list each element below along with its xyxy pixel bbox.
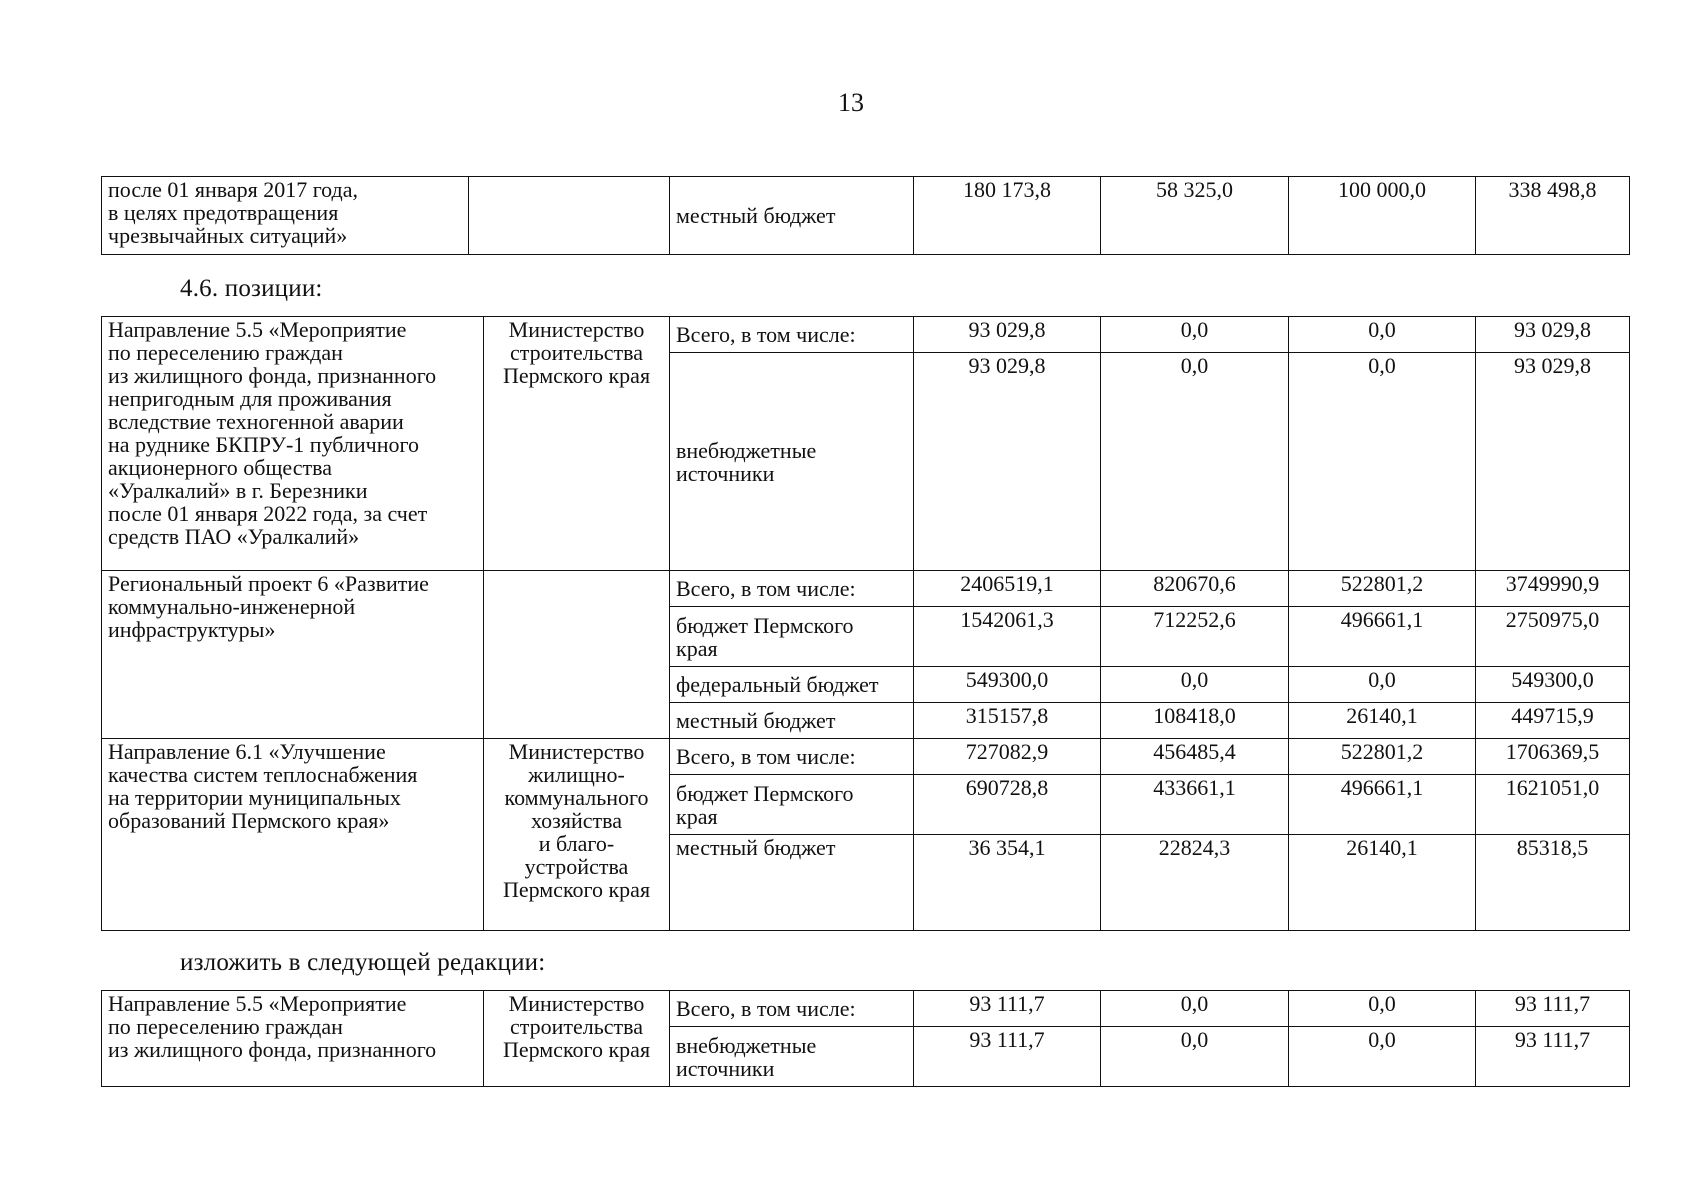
value-year-2: 820670,6 (1101, 571, 1289, 607)
value-year-3: 0,0 (1289, 1027, 1476, 1087)
value-total: 93 029,8 (1476, 353, 1630, 571)
item-name: после 01 января 2017 года, в целях предотвращения чрезвычайных ситуаций» (102, 177, 469, 255)
funding-source: бюджет Пермского края (670, 775, 914, 835)
value-year-2: 712252,6 (1101, 607, 1289, 667)
continuation-table (101, 176, 1630, 255)
value-year-2: 456485,4 (1101, 739, 1289, 775)
value-year-3: 100 000,0 (1289, 177, 1476, 255)
responsible-org: Министерство жилищно- коммунального хозяйства и благо- устройства Пермского края (484, 739, 670, 931)
value-year-1: 2406519,1 (914, 571, 1101, 607)
value-total: 1621051,0 (1476, 775, 1630, 835)
value-year-1: 93 111,7 (914, 991, 1101, 1027)
value-year-1: 36 354,1 (914, 835, 1101, 931)
value-total: 3749990,9 (1476, 571, 1630, 607)
value-year-2: 0,0 (1101, 1027, 1289, 1087)
value-year-2: 0,0 (1101, 353, 1289, 571)
value-year-2: 22824,3 (1101, 835, 1289, 931)
section-heading: изложить в следующей редакции: (180, 949, 546, 976)
page-number: 13 (838, 88, 864, 117)
funding-source: Всего, в том числе: (670, 739, 914, 775)
value-year-2: 58 325,0 (1101, 177, 1289, 255)
section-heading: 4.6. позиции: (180, 275, 323, 302)
value-year-1: 180 173,8 (914, 177, 1101, 255)
value-total: 93 029,8 (1476, 317, 1630, 353)
value-total: 338 498,8 (1476, 177, 1630, 255)
value-year-3: 0,0 (1289, 667, 1476, 703)
value-year-2: 0,0 (1101, 991, 1289, 1027)
funding-source: внебюджетные источники (670, 353, 914, 571)
item-name: Направление 6.1 «Улучшение качества систем теплоснабжения на территории муниципальных образований Пермского края» (102, 739, 484, 931)
value-year-3: 496661,1 (1289, 775, 1476, 835)
funding-source: внебюджетные источники (670, 1027, 914, 1087)
value-total: 93 111,7 (1476, 991, 1630, 1027)
responsible-org (484, 571, 670, 739)
value-year-3: 0,0 (1289, 991, 1476, 1027)
item-name: Направление 5.5 «Мероприятие по переселению граждан из жилищного фонда, признанного (102, 991, 484, 1087)
funding-source: Всего, в том числе: (670, 317, 914, 353)
responsible-org: Министерство строительства Пермского края (484, 317, 670, 571)
value-total: 449715,9 (1476, 703, 1630, 739)
value-year-1: 1542061,3 (914, 607, 1101, 667)
value-total: 549300,0 (1476, 667, 1630, 703)
value-year-3: 0,0 (1289, 353, 1476, 571)
value-year-3: 496661,1 (1289, 607, 1476, 667)
funding-source: местный бюджет (670, 703, 914, 739)
table-row (102, 571, 1630, 607)
table-row (102, 739, 1630, 775)
value-year-1: 93 029,8 (914, 353, 1101, 571)
value-year-3: 26140,1 (1289, 703, 1476, 739)
item-name: Направление 5.5 «Мероприятие по переселению граждан из жилищного фонда, признанного непригодным для проживания вследствие техногенной аварии на руднике БКПРУ-1 публичного акционерного общества «Уралкалий» в г. Березники после 01 января 2022 года, за счет средств ПАО «Уралкалий» (102, 317, 484, 571)
positions-table (101, 316, 1630, 931)
table-row (102, 317, 1630, 353)
item-name: Региональный проект 6 «Развитие коммунально-инженерной инфраструктуры» (102, 571, 484, 739)
funding-source: Всего, в том числе: (670, 571, 914, 607)
value-year-2: 108418,0 (1101, 703, 1289, 739)
funding-source: местный бюджет (670, 835, 914, 931)
funding-source: местный бюджет (670, 177, 914, 255)
value-year-3: 522801,2 (1289, 739, 1476, 775)
new-edition-table (101, 990, 1630, 1087)
funding-source: федеральный бюджет (670, 667, 914, 703)
table-row (102, 177, 1630, 255)
value-year-2: 0,0 (1101, 667, 1289, 703)
value-year-1: 93 111,7 (914, 1027, 1101, 1087)
value-year-3: 0,0 (1289, 317, 1476, 353)
value-year-1: 315157,8 (914, 703, 1101, 739)
value-year-3: 26140,1 (1289, 835, 1476, 931)
responsible-org: Министерство строительства Пермского края (484, 991, 670, 1087)
funding-source: Всего, в том числе: (670, 991, 914, 1027)
table-row (102, 991, 1630, 1027)
value-total: 85318,5 (1476, 835, 1630, 931)
value-year-3: 522801,2 (1289, 571, 1476, 607)
value-total: 1706369,5 (1476, 739, 1630, 775)
funding-source: бюджет Пермского края (670, 607, 914, 667)
value-year-1: 690728,8 (914, 775, 1101, 835)
value-year-2: 433661,1 (1101, 775, 1289, 835)
responsible-org (469, 177, 670, 255)
value-year-2: 0,0 (1101, 317, 1289, 353)
value-year-1: 93 029,8 (914, 317, 1101, 353)
value-year-1: 727082,9 (914, 739, 1101, 775)
value-total: 2750975,0 (1476, 607, 1630, 667)
value-year-1: 549300,0 (914, 667, 1101, 703)
value-total: 93 111,7 (1476, 1027, 1630, 1087)
